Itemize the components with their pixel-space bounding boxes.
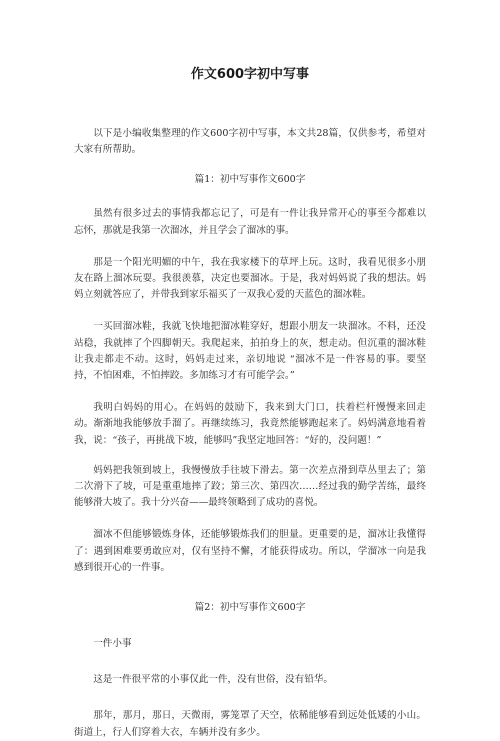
intro-paragraph: 以下是小编收集整理的作文600字初中写事，本文共28篇，仅供参考，希望对大家有所帮助。 [74, 128, 426, 156]
chapter-1-heading: 篇1：初中写事作文600字 [194, 174, 306, 186]
chapter-1-paragraph-5: 妈妈把我领到坡上，我慢慢放手往坡下滑去。第一次差点滑到草丛里去了；第二次滑下了坡，可是重重地摔了跤；第三次、第四次……经过我的勤学苦练，最终能够滑大坡了。我十分兴奋——最终领略到了成功的喜悦。 [74, 464, 426, 509]
chapter-2-heading: 篇2：初中写事作文600字 [194, 602, 306, 614]
chapter-2-paragraph-1: 这是一件很平常的小事仅此一件，没有世俗，没有铅华。 [93, 674, 334, 686]
chapter-2-subtitle: 一件小事 [93, 638, 132, 650]
chapter-1-paragraph-1: 虽然有很多过去的事情我都忘记了，可是有一件让我异常开心的事至今都难以忘怀，那就是我第一次溜冰，并且学会了溜冰的事。 [74, 208, 426, 236]
document-title: 作文600字初中写事 [190, 67, 310, 82]
chapter-1-paragraph-4: 我明白妈妈的用心。在妈妈的鼓励下，我来到大门口，扶着栏杆慢慢来回走动。渐渐地我能够放手溜了。再继续练习，我竟然能够跑起来了。妈妈满意地看着我，说：“孩子，再挑战下坡，能够吗”我坚定地回答：“好的，没问题！” [74, 402, 426, 446]
chapter-1-paragraph-2: 那是一个阳光明媚的中午，我在我家楼下的草坪上玩。这时，我看见很多小朋友在路上溜冰玩耍。我很羡慕，决定也要溜冰。于是，我对妈妈说了我的想法。妈妈立刻就答应了，并带我到家乐福买了一双我心爱的天蓝色的溜冰鞋。 [74, 256, 426, 301]
chapter-1-paragraph-6: 溜冰不但能够锻炼身体，还能够锻炼我们的胆量。更重要的是，溜冰让我懂得了：遇到困难要勇敢应对，仅有坚持不懈，才能获得成功。所以，学溜冰一向是我感到很开心的一件事。 [74, 529, 426, 573]
chapter-2-paragraph-2: 那年，那月，那日，天微雨，雾笼罩了天空，依稀能够看到远处低矮的小山。街道上，行人们穿着大衣，车辆并没有多少。 [74, 710, 426, 738]
chapter-1-paragraph-3: 一买回溜冰鞋，我就飞快地把溜冰鞋穿好，想跟小朋友一块溜冰。不料，还没站稳，我就摔了个四脚朝天。我爬起来，拍拍身上的灰，想走动。但沉重的溜冰鞋让我走都走不动。这时，妈妈走过来，亲切地说 “溜冰不是一件容易的事。要坚持，不怕困难，不怕摔跤。多加练习才有可能学会。” [74, 321, 426, 382]
